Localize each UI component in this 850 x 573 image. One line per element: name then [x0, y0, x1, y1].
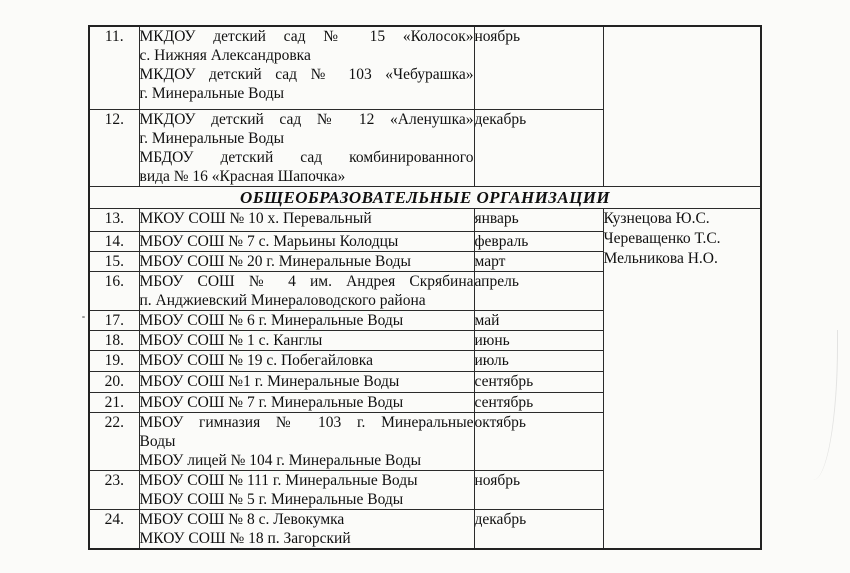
- organization-cell: [139, 412, 474, 470]
- section-header: ОБЩЕОБРАЗОВАТЕЛЬНЫЕ ОРГАНИЗАЦИИ: [89, 186, 761, 208]
- row-number-cell: 21.: [89, 392, 139, 412]
- org-line: МБДОУ детский сад комбинированного: [139, 148, 474, 166]
- row-number-cell: 17.: [89, 310, 139, 330]
- org-line: МКДОУ детский сад № 12 «Аленушка»: [139, 110, 474, 128]
- org-line: МКДОУ детский сад № 15 «Колосок»: [139, 28, 474, 45]
- table-row: [89, 26, 761, 109]
- org-line: МБОУ СОШ № 6 г. Минеральные Воды: [139, 311, 404, 329]
- section-header-row: [89, 186, 761, 208]
- organization-cell: [139, 271, 474, 310]
- row-number-cell: 19.: [89, 350, 139, 371]
- table-row: [89, 208, 761, 231]
- month-cell: июль: [474, 350, 603, 371]
- scan-speck: [82, 316, 85, 318]
- org-line: вида № 16 «Красная Шапочка»: [139, 167, 346, 185]
- month-cell: январь: [474, 208, 603, 231]
- month-cell: май: [474, 310, 603, 330]
- month-cell: сентябрь: [474, 371, 603, 392]
- org-line: МБОУ СОШ № 19 с. Побегайловка: [139, 351, 373, 369]
- org-line: МБОУ СОШ № 8 с. Левокумка: [139, 510, 345, 528]
- org-line: МБОУ гимназия № 103 г. Минеральные: [139, 413, 474, 431]
- organization-cell: [139, 231, 474, 251]
- row-number-cell: 14.: [89, 231, 139, 251]
- org-line: МБОУ СОШ № 1 с. Канглы: [139, 331, 323, 349]
- org-line: МБОУ СОШ № 7 с. Марьины Колодцы: [139, 232, 399, 250]
- organization-cell: [139, 109, 474, 186]
- row-number-cell: 11.: [89, 26, 139, 109]
- responsible-name: Мельникова Н.О.: [603, 249, 718, 267]
- organization-cell: [139, 371, 474, 392]
- org-line: МБОУ СОШ № 5 г. Минеральные Воды: [139, 490, 404, 508]
- responsible-name: Кузнецова Ю.С.: [603, 209, 710, 227]
- org-line: МБОУ лицей № 104 г. Минеральные Воды: [139, 451, 421, 469]
- schedule-table: [88, 25, 762, 550]
- org-line: МКОУ СОШ № 10 х. Перевальный: [139, 209, 372, 227]
- month-cell: июнь: [474, 330, 603, 350]
- organization-cell: [139, 330, 474, 350]
- responsible-name: Череващенко Т.С.: [603, 229, 721, 247]
- names-cell: [603, 208, 761, 549]
- org-line: МКДОУ детский сад № 103 «Чебурашка»: [139, 66, 474, 83]
- org-line: МБОУ СОШ № 111 г. Минеральные Воды: [139, 471, 418, 489]
- month-cell: март: [474, 251, 603, 271]
- org-line: с. Нижняя Александровка: [139, 47, 311, 64]
- scan-artifact: [797, 330, 838, 480]
- org-line: г. Минеральные Воды: [139, 129, 285, 147]
- organization-cell: [139, 392, 474, 412]
- row-number-cell: 20.: [89, 371, 139, 392]
- month-cell: октябрь: [474, 412, 603, 470]
- row-number-cell: 15.: [89, 251, 139, 271]
- organization-cell: [139, 509, 474, 549]
- org-line: Воды: [139, 432, 176, 450]
- row-number-cell: 22.: [89, 412, 139, 470]
- month-cell: сентябрь: [474, 392, 603, 412]
- month-cell: ноябрь: [474, 470, 603, 509]
- names-cell-empty: [603, 26, 761, 186]
- org-line: г. Минеральные Воды: [139, 85, 285, 102]
- row-number-cell: 13.: [89, 208, 139, 231]
- month-cell: ноябрь: [474, 26, 603, 109]
- organization-cell: [139, 350, 474, 371]
- org-line: МБОУ СОШ № 7 г. Минеральные Воды: [139, 393, 404, 411]
- month-cell: декабрь: [474, 509, 603, 549]
- org-line: МБОУ СОШ № 20 г. Минеральные Воды: [139, 252, 411, 270]
- row-number-cell: 23.: [89, 470, 139, 509]
- org-line: п. Анджиевский Минераловодского района: [139, 291, 426, 309]
- month-cell: апрель: [474, 271, 603, 310]
- org-line: МБОУ СОШ №1 г. Минеральные Воды: [139, 372, 400, 390]
- row-number-cell: 18.: [89, 330, 139, 350]
- organization-cell: [139, 208, 474, 231]
- organization-cell: [139, 26, 474, 109]
- month-cell: декабрь: [474, 109, 603, 186]
- month-cell: февраль: [474, 231, 603, 251]
- row-number-cell: 12.: [89, 109, 139, 186]
- org-line: МКОУ СОШ № 18 п. Загорский: [139, 529, 351, 547]
- row-number-cell: 16.: [89, 271, 139, 310]
- organization-cell: [139, 470, 474, 509]
- org-line: МБОУ СОШ № 4 им. Андрея Скрябина: [139, 272, 474, 290]
- row-number-cell: 24.: [89, 509, 139, 549]
- organization-cell: [139, 251, 474, 271]
- organization-cell: [139, 310, 474, 330]
